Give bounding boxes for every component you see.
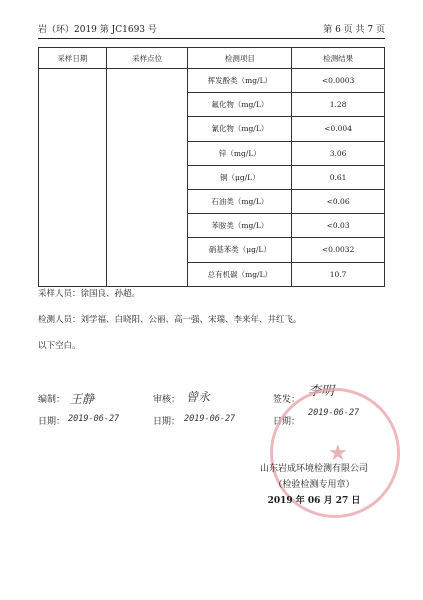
test-item-cell: 氟化物（mg/L） [188,93,292,117]
issuer-date: 2019 年 06 月 27 日 [267,496,361,506]
reviewer-signature: 曾永 [186,390,211,404]
column-header-test-result: 检测结果 [292,48,385,69]
issuer-company: 山东岩成环境检测有限公司 [259,464,368,474]
test-result-cell: 10.7 [292,262,385,286]
test-result-cell: <0.0032 [292,238,385,262]
column-header-test-item: 检测项目 [188,48,292,69]
header-divider [38,38,385,39]
test-item-cell: 石油类（mg/L） [188,189,292,213]
seal-star-icon: ★ [328,441,348,466]
test-result-cell: <0.06 [292,189,385,213]
test-result-cell: 3.06 [292,141,385,165]
test-item-cell: 铜（μg/L） [188,165,292,189]
test-item-cell: 硝基苯类（μg/L） [188,238,292,262]
testers-note: 检测人员：刘学福、白晓阳、公丽、高一强、宋瑞、李来年、井红飞。 [38,315,302,325]
compiler-signature: 王静 [70,392,95,406]
sampling-point-cell [106,69,188,287]
compiler-date-label: 日期： [38,417,66,427]
report-number: 岩（环）2019 第 JC1693 号 [38,25,157,35]
results-table [38,47,385,287]
test-result-cell: 1.28 [292,93,385,117]
samplers-note: 采样人员：徐国良、孙超。 [38,289,141,299]
blank-note: 以下空白。 [38,341,81,351]
compiler-date: 2019-06-27 [68,414,120,424]
page-header [38,22,385,38]
column-header-sampling-date: 采样日期 [39,48,107,69]
reviewer-date-label: 日期： [153,417,181,427]
approver-date-label: 日期： [273,417,301,427]
reviewer-date: 2019-06-27 [184,414,236,424]
test-result-cell: 0.61 [292,165,385,189]
compiler-label: 编制： [38,395,66,405]
page-number: 第 6 页 共 7 页 [323,25,385,35]
approver-date: 2019-06-27 [308,408,360,418]
test-item-cell: 氰化物（mg/L） [188,117,292,141]
test-item-cell: 锌（mg/L） [188,141,292,165]
test-item-cell: 挥发酚类（mg/L） [188,69,292,93]
test-item-cell: 总有机碳（mg/L） [188,262,292,286]
sampling-date-cell [39,69,107,287]
test-item-cell: 苯胺类（mg/L） [188,214,292,238]
test-result-cell: <0.004 [292,117,385,141]
reviewer-label: 审核： [153,395,181,405]
approver-label: 签发： [273,395,301,405]
approver-signature: 李明 [308,384,335,399]
table-row [39,69,385,93]
issuer-seal-label: （检验检测专用章） [273,480,355,490]
test-result-cell: <0.03 [292,214,385,238]
test-result-cell: <0.0003 [292,69,385,93]
table-header-row [39,48,385,69]
column-header-sampling-point: 采样点位 [106,48,188,69]
